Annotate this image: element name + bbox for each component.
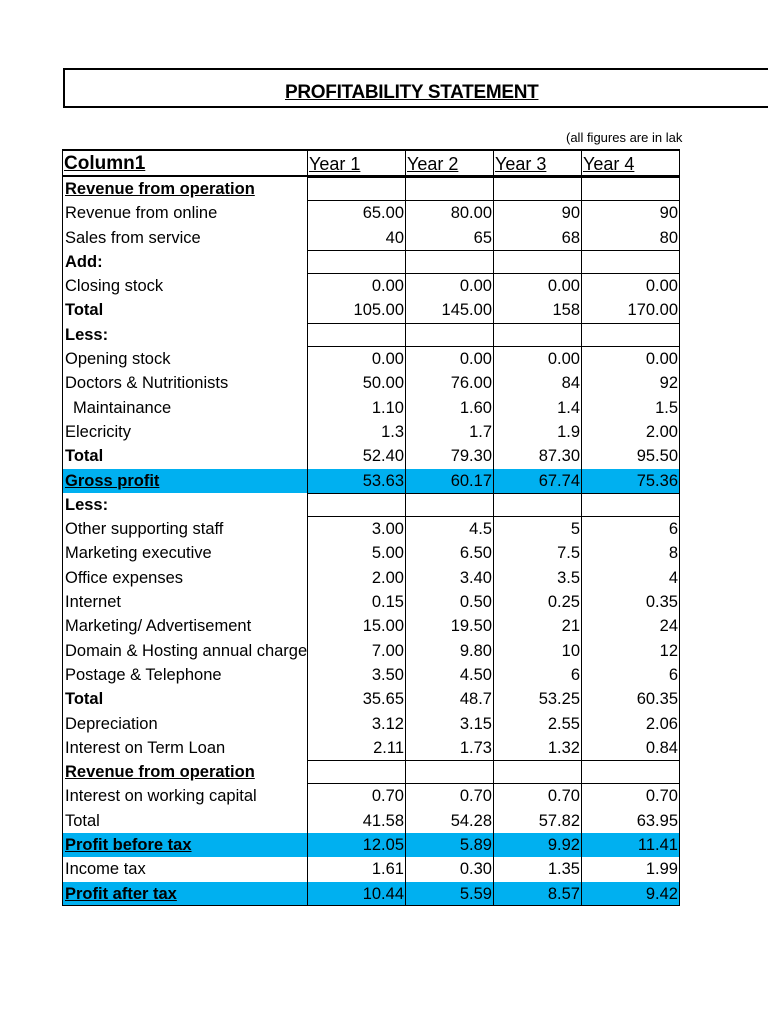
table-row	[62, 298, 680, 322]
table-row	[62, 250, 680, 274]
year-4-value-cell[interactable]	[582, 250, 680, 274]
year-2-value-cell[interactable]: 0.00	[406, 274, 494, 298]
row-label-cell[interactable]: Income tax	[62, 857, 308, 881]
year-1-value-cell[interactable]: 7.00	[308, 639, 406, 663]
year-2-value-cell[interactable]: 0.70	[406, 784, 494, 808]
year-3-value-cell[interactable]: 158	[494, 298, 582, 322]
year-4-value-cell[interactable]: 80	[582, 226, 680, 250]
year-4-value-cell[interactable]: 60.35	[582, 687, 680, 711]
year-3-value-cell[interactable]: 8.57	[494, 882, 582, 905]
year-4-value-cell[interactable]: 2.06	[582, 712, 680, 736]
row-label-cell[interactable]: Revenue from operation	[62, 177, 308, 201]
year-3-value-cell[interactable]: 6	[494, 663, 582, 687]
row-label-cell[interactable]: Elecricity	[62, 420, 308, 444]
year-2-value-cell[interactable]	[406, 493, 494, 517]
table-row	[62, 177, 680, 201]
year-4-value-cell[interactable]: 0.00	[582, 274, 680, 298]
year-2-value-cell[interactable]: 4.5	[406, 517, 494, 541]
year-4-value-cell[interactable]: 1.99	[582, 857, 680, 881]
year-4-value-cell[interactable]: 75.36	[582, 469, 680, 493]
row-label-cell[interactable]: Total	[62, 444, 308, 468]
year-2-value-cell[interactable]: 80.00	[406, 201, 494, 225]
table-row	[62, 420, 680, 444]
row-label-cell[interactable]: Less:	[62, 323, 308, 347]
table-row	[62, 323, 680, 347]
year-1-value-cell[interactable]: 3.12	[308, 712, 406, 736]
year-4-value-cell[interactable]: 2.00	[582, 420, 680, 444]
row-label-cell[interactable]: Other supporting staff	[62, 517, 308, 541]
year-4-value-cell[interactable]	[582, 323, 680, 347]
table-row	[62, 444, 680, 468]
year-3-value-cell[interactable]: 1.35	[494, 857, 582, 881]
year-3-value-cell[interactable]: 67.74	[494, 469, 582, 493]
year-4-value-cell[interactable]: 90	[582, 201, 680, 225]
year-4-value-cell[interactable]: 0.84	[582, 736, 680, 760]
table-row	[62, 857, 680, 881]
header-column1[interactable]: Column1	[62, 151, 308, 175]
year-4-value-cell[interactable]: 92	[582, 371, 680, 395]
year-1-value-cell[interactable]: 1.10	[308, 396, 406, 420]
year-3-value-cell[interactable]: 3.5	[494, 566, 582, 590]
row-label-cell[interactable]: Total	[62, 809, 308, 833]
year-1-value-cell[interactable]	[308, 323, 406, 347]
row-label-cell[interactable]: Doctors & Nutritionists	[62, 371, 308, 395]
year-3-value-cell[interactable]: 0.00	[494, 274, 582, 298]
year-1-value-cell[interactable]	[308, 760, 406, 784]
year-1-value-cell[interactable]	[308, 250, 406, 274]
table-row	[62, 614, 680, 638]
table-row	[62, 590, 680, 614]
year-1-value-cell[interactable]: 50.00	[308, 371, 406, 395]
year-3-value-cell[interactable]: 5	[494, 517, 582, 541]
year-4-value-cell[interactable]: 0.00	[582, 347, 680, 371]
units-note: (all figures are in lak	[566, 130, 683, 145]
year-4-value-cell[interactable]: 63.95	[582, 809, 680, 833]
year-1-value-cell[interactable]	[308, 493, 406, 517]
year-2-value-cell[interactable]: 54.28	[406, 809, 494, 833]
year-3-value-cell[interactable]: 0.00	[494, 347, 582, 371]
row-label-cell[interactable]: Revenue from operation	[62, 760, 308, 784]
year-3-value-cell[interactable]: 0.70	[494, 784, 582, 808]
table-row	[62, 371, 680, 395]
year-3-value-cell[interactable]: 68	[494, 226, 582, 250]
year-2-value-cell[interactable]: 0.30	[406, 857, 494, 881]
year-4-value-cell[interactable]	[582, 177, 680, 201]
year-2-value-cell[interactable]: 76.00	[406, 371, 494, 395]
year-4-value-cell[interactable]: 0.35	[582, 590, 680, 614]
year-4-value-cell[interactable]: 95.50	[582, 444, 680, 468]
row-label-cell[interactable]: Less:	[62, 493, 308, 517]
table-row	[62, 687, 680, 711]
year-2-value-cell[interactable]: 6.50	[406, 541, 494, 565]
year-1-value-cell[interactable]: 35.65	[308, 687, 406, 711]
profitability-table	[62, 149, 680, 906]
year-1-value-cell[interactable]: 1.3	[308, 420, 406, 444]
year-1-value-cell[interactable]: 53.63	[308, 469, 406, 493]
year-3-value-cell[interactable]: 90	[494, 201, 582, 225]
row-label-cell[interactable]: Marketing/ Advertisement	[62, 614, 308, 638]
year-3-value-cell[interactable]: 10	[494, 639, 582, 663]
year-3-value-cell[interactable]	[494, 177, 582, 201]
table-row	[62, 517, 680, 541]
year-3-value-cell[interactable]: 53.25	[494, 687, 582, 711]
table-row	[62, 639, 680, 663]
table-row	[62, 736, 680, 760]
table-row	[62, 226, 680, 250]
year-4-value-cell[interactable]: 0.70	[582, 784, 680, 808]
row-label-cell[interactable]: Depreciation	[62, 712, 308, 736]
row-label-cell[interactable]: Total	[62, 298, 308, 322]
table-body	[62, 177, 680, 906]
row-label-cell[interactable]: Gross profit	[62, 469, 308, 493]
year-3-value-cell[interactable]: 7.5	[494, 541, 582, 565]
table-row	[62, 396, 680, 420]
year-3-value-cell[interactable]: 1.32	[494, 736, 582, 760]
year-4-value-cell[interactable]: 6	[582, 517, 680, 541]
table-row	[62, 760, 680, 784]
year-2-value-cell[interactable]: 1.60	[406, 396, 494, 420]
year-4-value-cell[interactable]: 8	[582, 541, 680, 565]
year-1-value-cell[interactable]: 1.61	[308, 857, 406, 881]
year-3-value-cell[interactable]: 84	[494, 371, 582, 395]
year-2-value-cell[interactable]	[406, 177, 494, 201]
year-4-value-cell[interactable]	[582, 760, 680, 784]
year-1-value-cell[interactable]: 2.00	[308, 566, 406, 590]
table-row	[62, 809, 680, 833]
year-3-value-cell[interactable]: 1.4	[494, 396, 582, 420]
year-2-value-cell[interactable]: 145.00	[406, 298, 494, 322]
row-label-cell[interactable]: Interest on Term Loan	[62, 736, 308, 760]
table-row	[62, 784, 680, 808]
year-2-value-cell[interactable]: 48.7	[406, 687, 494, 711]
table-row	[62, 469, 680, 493]
year-1-value-cell[interactable]: 52.40	[308, 444, 406, 468]
statement-title: PROFITABILITY STATEMENT	[285, 82, 539, 103]
year-1-value-cell[interactable]: 12.05	[308, 833, 406, 857]
table-row	[62, 833, 680, 857]
row-label-cell[interactable]: Interest on working capital	[62, 784, 308, 808]
year-1-value-cell[interactable]: 0.15	[308, 590, 406, 614]
year-3-value-cell[interactable]	[494, 323, 582, 347]
year-1-value-cell[interactable]: 3.00	[308, 517, 406, 541]
year-2-value-cell[interactable]: 3.15	[406, 712, 494, 736]
year-1-value-cell[interactable]: 0.00	[308, 274, 406, 298]
header-year-4[interactable]: Year 4	[582, 151, 680, 175]
year-4-value-cell[interactable]: 12	[582, 639, 680, 663]
year-2-value-cell[interactable]: 9.80	[406, 639, 494, 663]
year-3-value-cell[interactable]: 57.82	[494, 809, 582, 833]
header-year-3[interactable]: Year 3	[494, 151, 582, 175]
year-3-value-cell[interactable]	[494, 250, 582, 274]
year-2-value-cell[interactable]: 3.40	[406, 566, 494, 590]
table-row	[62, 882, 680, 906]
row-label-cell[interactable]: Office expenses	[62, 566, 308, 590]
year-4-value-cell[interactable]: 9.42	[582, 882, 680, 905]
year-1-value-cell[interactable]: 5.00	[308, 541, 406, 565]
header-year-1[interactable]: Year 1	[308, 151, 406, 175]
year-1-value-cell[interactable]: 2.11	[308, 736, 406, 760]
year-3-value-cell[interactable]: 87.30	[494, 444, 582, 468]
year-2-value-cell[interactable]: 60.17	[406, 469, 494, 493]
year-2-value-cell[interactable]	[406, 760, 494, 784]
year-2-value-cell[interactable]: 79.30	[406, 444, 494, 468]
year-4-value-cell[interactable]: 24	[582, 614, 680, 638]
year-2-value-cell[interactable]: 65	[406, 226, 494, 250]
year-4-value-cell[interactable]: 4	[582, 566, 680, 590]
year-2-value-cell[interactable]: 0.00	[406, 347, 494, 371]
year-1-value-cell[interactable]: 41.58	[308, 809, 406, 833]
year-2-value-cell[interactable]	[406, 250, 494, 274]
year-2-value-cell[interactable]: 1.73	[406, 736, 494, 760]
row-label-cell[interactable]: Profit after tax	[62, 882, 308, 905]
year-3-value-cell[interactable]: 0.25	[494, 590, 582, 614]
row-label-cell[interactable]: Opening stock	[62, 347, 308, 371]
row-label-cell[interactable]: Maintainance	[62, 396, 308, 420]
year-1-value-cell[interactable]	[308, 177, 406, 201]
header-row	[62, 149, 680, 177]
row-label-cell[interactable]: Marketing executive	[62, 541, 308, 565]
year-3-value-cell[interactable]	[494, 760, 582, 784]
row-label-cell[interactable]: Sales from service	[62, 226, 308, 250]
table-row	[62, 712, 680, 736]
year-2-value-cell[interactable]	[406, 323, 494, 347]
row-label-cell[interactable]: Postage & Telephone	[62, 663, 308, 687]
year-2-value-cell[interactable]: 0.50	[406, 590, 494, 614]
year-3-value-cell[interactable]: 9.92	[494, 833, 582, 857]
year-2-value-cell[interactable]: 19.50	[406, 614, 494, 638]
row-label-cell[interactable]: Revenue from online	[62, 201, 308, 225]
year-3-value-cell[interactable]	[494, 493, 582, 517]
header-year-2[interactable]: Year 2	[406, 151, 494, 175]
year-4-value-cell[interactable]: 1.5	[582, 396, 680, 420]
year-2-value-cell[interactable]: 1.7	[406, 420, 494, 444]
year-2-value-cell[interactable]: 5.89	[406, 833, 494, 857]
row-label-cell[interactable]: Total	[62, 687, 308, 711]
table-row	[62, 347, 680, 371]
year-3-value-cell[interactable]: 2.55	[494, 712, 582, 736]
year-1-value-cell[interactable]: 105.00	[308, 298, 406, 322]
row-label-cell[interactable]: Domain & Hosting annual charge	[62, 639, 308, 663]
year-4-value-cell[interactable]: 6	[582, 663, 680, 687]
table-row	[62, 541, 680, 565]
year-3-value-cell[interactable]: 21	[494, 614, 582, 638]
year-1-value-cell[interactable]: 0.00	[308, 347, 406, 371]
table-row	[62, 201, 680, 225]
year-2-value-cell[interactable]: 5.59	[406, 882, 494, 905]
year-4-value-cell[interactable]: 170.00	[582, 298, 680, 322]
row-label-cell[interactable]: Profit before tax	[62, 833, 308, 857]
year-1-value-cell[interactable]: 15.00	[308, 614, 406, 638]
row-label-cell[interactable]: Internet	[62, 590, 308, 614]
year-3-value-cell[interactable]: 1.9	[494, 420, 582, 444]
year-4-value-cell[interactable]	[582, 493, 680, 517]
row-label-cell[interactable]: Add:	[62, 250, 308, 274]
year-1-value-cell[interactable]: 3.50	[308, 663, 406, 687]
year-1-value-cell[interactable]: 65.00	[308, 201, 406, 225]
table-row	[62, 493, 680, 517]
table-row	[62, 274, 680, 298]
year-1-value-cell[interactable]: 10.44	[308, 882, 406, 905]
row-label-cell[interactable]: Closing stock	[62, 274, 308, 298]
year-4-value-cell[interactable]: 11.41	[582, 833, 680, 857]
year-2-value-cell[interactable]: 4.50	[406, 663, 494, 687]
table-row	[62, 566, 680, 590]
year-1-value-cell[interactable]: 0.70	[308, 784, 406, 808]
table-row	[62, 663, 680, 687]
year-1-value-cell[interactable]: 40	[308, 226, 406, 250]
